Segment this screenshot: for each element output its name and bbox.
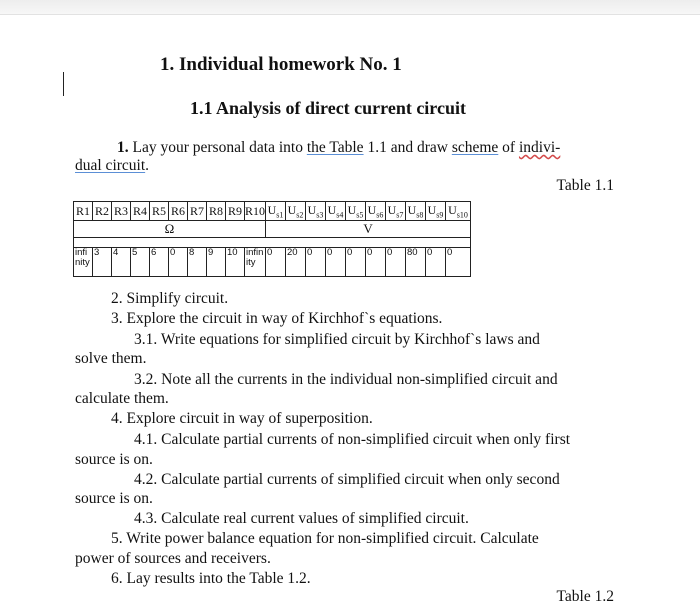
hdr-us7: $U_{s7}$: [386, 202, 406, 221]
val-r6: 0: [169, 248, 188, 277]
unit-volt: V: [266, 221, 471, 238]
hdr-us1: $U_{s1}$: [266, 202, 286, 221]
hdr-r5: R5: [150, 202, 169, 221]
item-4-1-cont: source is on.: [75, 451, 153, 468]
hdr-r1: R1: [74, 202, 93, 221]
hdr-r9: R9: [226, 202, 245, 221]
table-2-caption: Table 1.2: [556, 588, 614, 605]
hdr-us5: $U_{s5}$: [346, 202, 366, 221]
item-4: 4. Explore circuit in way of superposition.: [111, 410, 373, 427]
item-3-1-cont: solve them.: [75, 350, 147, 367]
item-1-line-2: [75, 157, 149, 175]
table-1-1: [73, 201, 471, 277]
item-3-2: 3.2. Note all the currents in the individual non-simplified circuit and: [134, 371, 558, 388]
val-r10: infinity: [245, 248, 266, 277]
val-us2: 20: [286, 248, 306, 277]
val-us9: 0: [426, 248, 446, 277]
hdr-us2: $U_{s2}$: [286, 202, 306, 221]
item-4-2: 4.2. Calculate partial currents of simplified circuit when only second: [134, 471, 560, 488]
hdr-us3: $U_{s3}$: [306, 202, 326, 221]
hdr-r10: R10: [245, 202, 266, 221]
val-us1: 0: [266, 248, 286, 277]
val-r1: infinity: [74, 248, 93, 277]
table-header-row: [74, 202, 471, 221]
item-6: 6. Lay results into the Table 1.2.: [111, 570, 311, 587]
hdr-r4: R4: [131, 202, 150, 221]
item-1-number: 1.: [117, 139, 129, 156]
table-gap: [74, 238, 471, 248]
val-r7: 8: [188, 248, 207, 277]
hdr-us9: $U_{s9}$: [426, 202, 446, 221]
val-us4: 0: [326, 248, 346, 277]
val-r4: 5: [131, 248, 150, 277]
val-r5: 6: [150, 248, 169, 277]
item-1-text-d: of: [498, 139, 519, 156]
item-1-text-b: 1.1 and draw: [363, 139, 452, 156]
val-us3: 0: [306, 248, 326, 277]
val-us7: 0: [386, 248, 406, 277]
hdr-r8: R8: [207, 202, 226, 221]
item-1-line-1: [117, 139, 560, 157]
item-1-text-a: Lay your personal data into: [128, 139, 307, 156]
table-1-caption: Table 1.1: [556, 177, 614, 194]
item-5-cont: power of sources and receivers.: [75, 550, 271, 567]
heading-2: 1.1 Analysis of direct current circuit: [190, 98, 466, 118]
item-4-2-cont: source is on.: [75, 490, 153, 507]
hdr-r7: R7: [188, 202, 207, 221]
table-values-row: [74, 248, 471, 277]
table-unit-row: [74, 221, 471, 238]
val-us8: 80: [406, 248, 426, 277]
window-top-bar: [0, 0, 700, 15]
item-5: 5. Write power balance equation for non-simplified circuit. Calculate: [111, 530, 539, 547]
item-1-period: .: [145, 157, 150, 174]
val-r3: 4: [112, 248, 131, 277]
item-3-2-cont: calculate them.: [75, 390, 169, 407]
val-r8: 9: [207, 248, 226, 277]
item-1-indivi: indivi-: [518, 139, 561, 156]
heading-1: 1. Individual homework No. 1: [160, 54, 402, 75]
item-1-scheme: scheme: [451, 139, 499, 156]
hdr-r3: R3: [112, 202, 131, 221]
text-cursor: [63, 72, 64, 96]
item-1-dual-circuit: dual circuit: [75, 157, 146, 174]
hdr-us4: $U_{s4}$: [326, 202, 346, 221]
val-r9: 10: [226, 248, 245, 277]
hdr-r2: R2: [93, 202, 112, 221]
item-3-1: 3.1. Write equations for simplified circuit by Kirchhof`s laws and: [134, 331, 540, 348]
val-r2: 3: [93, 248, 112, 277]
item-2: 2. Simplify circuit.: [111, 290, 229, 307]
hdr-us6: $U_{s6}$: [366, 202, 386, 221]
hdr-r6: R6: [169, 202, 188, 221]
val-us6: 0: [366, 248, 386, 277]
hdr-us8: $U_{s8}$: [406, 202, 426, 221]
hdr-us10: $U_{s10}$: [446, 202, 471, 221]
item-3: 3. Explore the circuit in way of Kirchhof`s equations.: [111, 310, 443, 327]
item-4-3: 4.3. Calculate real current values of simplified circuit.: [134, 510, 469, 527]
table-gap-row: [74, 238, 471, 248]
unit-ohm: Ω: [74, 221, 266, 238]
item-1-table-ref: the Table: [306, 139, 364, 156]
val-us10: 0: [446, 248, 471, 277]
val-us5: 0: [346, 248, 366, 277]
item-4-1: 4.1. Calculate partial currents of non-simplified circuit when only first: [134, 431, 571, 448]
